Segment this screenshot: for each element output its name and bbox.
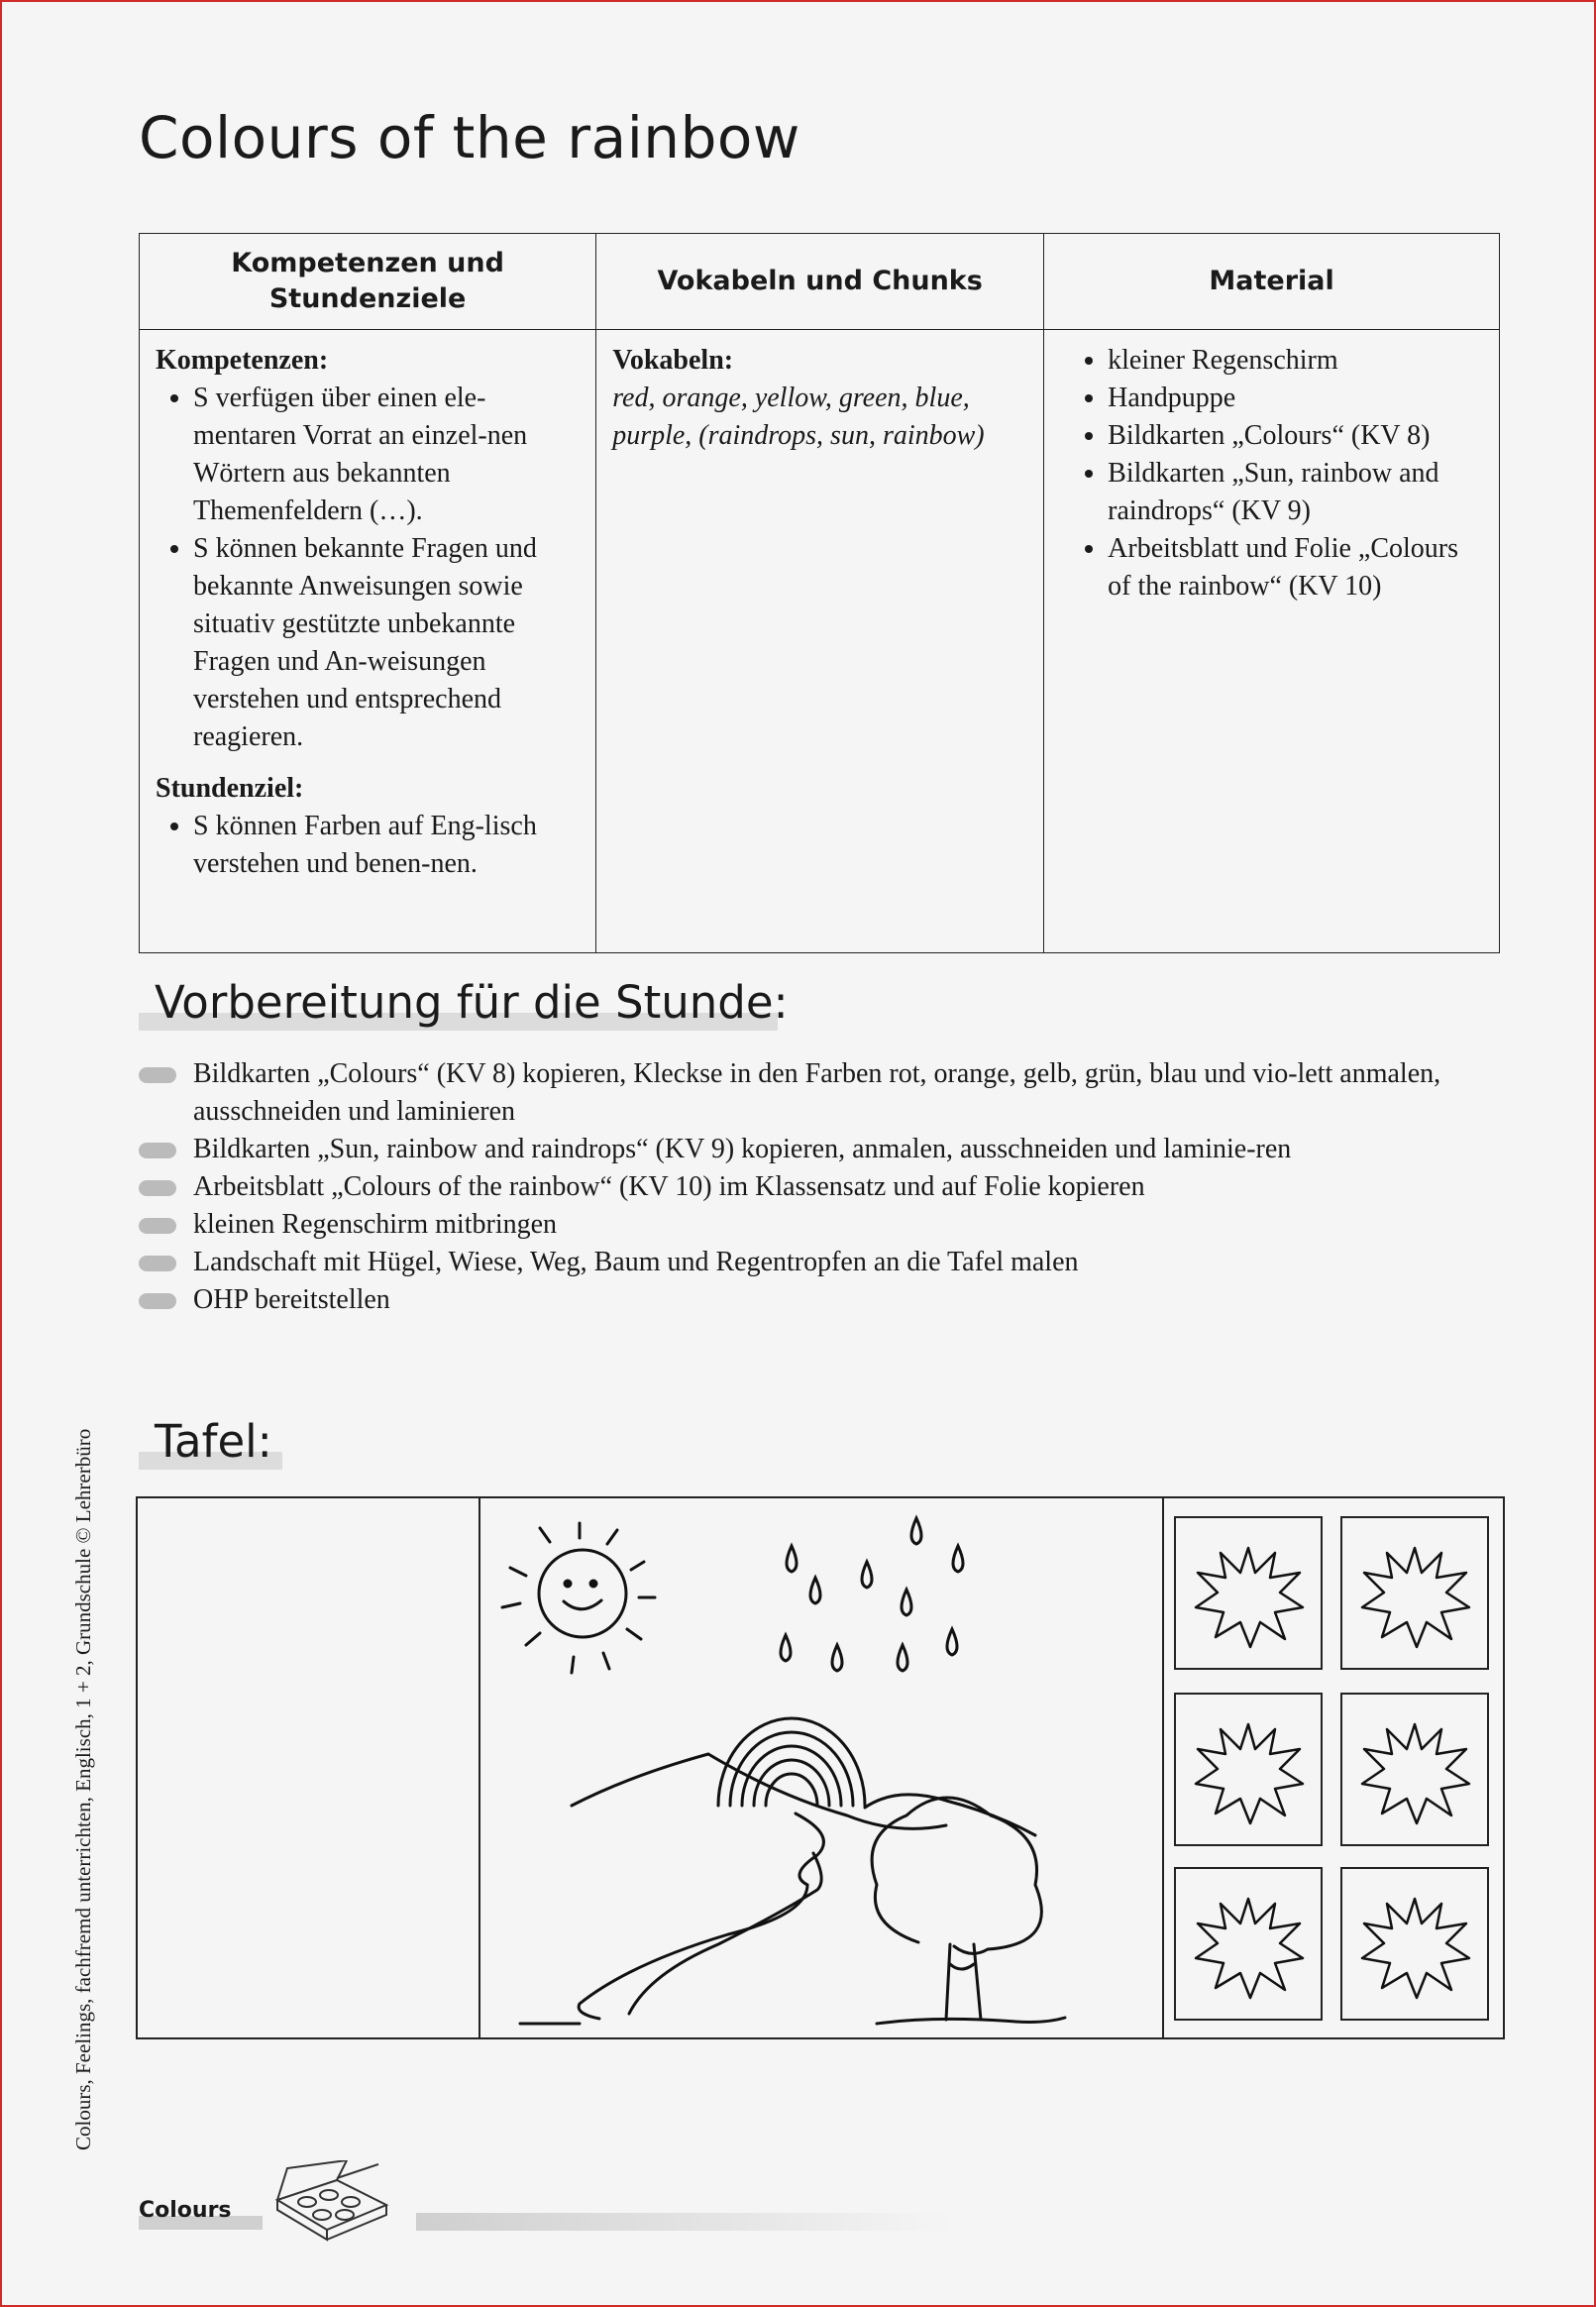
list-item [139,1168,1506,1206]
cell-kompetenzen [140,330,596,953]
bullet-pill-icon [139,1256,176,1271]
list-item: • S verfügen über einen ele-mentaren Vorrat an einzel-nen Wörtern aus bekannten Themenfeldern (…). [193,380,580,530]
bullet-pill-icon [139,1067,176,1083]
bullet-pill-icon [139,1293,176,1309]
hill-line [865,1795,1035,1835]
list-item [139,1131,1506,1168]
blackboard-drawing [136,1496,1505,2039]
vokabeln-text: red, orange, yellow, green, blue, purple, (raindrops, sun, rainbow) [612,383,985,451]
splash-icon [1196,1899,1303,1998]
board-divider [1162,1498,1164,2037]
board-heading-text: Tafel: [155,1415,272,1468]
list-item: • Bildkarten „Sun, rainbow and raindrops“ (KV 9) [1108,455,1483,530]
list-item-text: Landschaft mit Hügel, Wiese, Weg, Baum und Regentropfen an die Tafel malen [193,1247,1079,1277]
preparation-heading-text: Vorbereitung für die Stunde: [155,976,789,1029]
tree-icon [872,1798,1065,2024]
colour-splash-card [1340,1516,1489,1670]
stundenziel-list [156,808,580,883]
header-vokabeln: Vokabeln und Chunks [596,234,1044,330]
list-item [139,1281,1506,1319]
list-item: • S können Farben auf Eng-lisch verstehen und benen-nen. [193,808,580,883]
preparation-list [139,1055,1506,1319]
cell-material [1044,330,1500,953]
list-item [139,1244,1506,1281]
material-list [1060,342,1483,605]
splash-icon [1196,1548,1303,1647]
hill-line [572,1754,946,1828]
splash-icon [1196,1724,1303,1823]
cell-vokabeln [596,330,1044,953]
list-item: • S können bekannte Fragen und bekannte Anweisungen sowie situativ gestützte unbekannte Fragen und An-weisungen verstehen und entsprechend reagieren. [193,530,580,756]
list-item: • Bildkarten „Colours“ (KV 8) [1108,417,1483,455]
colour-splash-card [1340,1693,1489,1846]
kompetenzen-list [156,380,580,756]
header-material: Material [1044,234,1500,330]
sun-icon [502,1523,655,1673]
colour-splash-card [1174,1516,1323,1670]
list-item-text: OHP bereitstellen [193,1284,390,1315]
footer-gradient-bar [416,2213,951,2231]
lesson-plan-table [139,233,1500,953]
landscape-illustration [480,1498,1162,2037]
footer-label: Colours [139,2198,232,2223]
vokabeln-heading: Vokabeln: [612,345,734,376]
path-line [629,1853,821,2014]
preparation-heading [139,976,789,1029]
splash-icon [1362,1724,1469,1823]
path-line [579,1813,823,2019]
rainbow-icon [718,1718,865,1806]
side-copyright-text: Colours, Feelings, fachfremd unterrichten, Englisch, 1 + 2, Grundschule © Lehrerbüro [71,1428,95,2150]
list-item: • Arbeitsblatt und Folie „Colours of the rainbow“ (KV 10) [1108,530,1483,605]
list-item [139,1206,1506,1244]
board-heading [139,1415,272,1468]
colour-splash-card [1174,1867,1323,2021]
list-item [139,1055,1506,1131]
raindrops-icon [781,1518,963,1671]
list-item-text: Bildkarten „Colours“ (KV 8) kopieren, Kleckse in den Farben rot, orange, gelb, grün, blau und vio-lett anmalen, ausschneiden und laminieren [193,1058,1441,1127]
stundenziel-heading: Stundenziel: [156,773,304,804]
colour-splash-card [1174,1693,1323,1846]
bullet-pill-icon [139,1180,176,1196]
bullet-pill-icon [139,1218,176,1234]
header-kompetenzen: Kompetenzen und Stundenziele [140,234,596,330]
splash-icon [1362,1899,1469,1998]
list-item: • Handpuppe [1108,380,1483,417]
list-item-text: kleinen Regenschirm mitbringen [193,1209,558,1240]
paint-box-icon [267,2160,396,2245]
list-item-text: Arbeitsblatt „Colours of the rainbow“ (KV 10) im Klassensatz und auf Folie kopieren [193,1171,1145,1202]
colour-splash-card [1340,1867,1489,2021]
bullet-pill-icon [139,1143,176,1158]
list-item: • kleiner Regenschirm [1108,342,1483,380]
splash-icon [1362,1548,1469,1647]
kompetenzen-heading: Kompetenzen: [156,345,329,376]
list-item-text: Bildkarten „Sun, rainbow and raindrops“ (KV 9) kopieren, anmalen, ausschneiden und laminie-ren [193,1134,1292,1164]
page-title: Colours of the rainbow [139,104,800,171]
